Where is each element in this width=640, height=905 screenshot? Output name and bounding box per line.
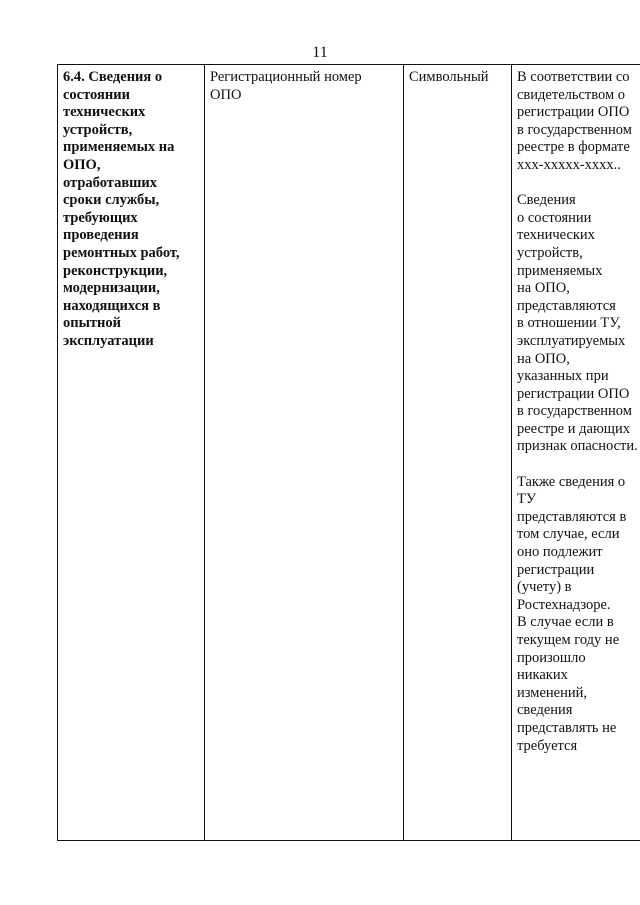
page-number: 11 bbox=[312, 44, 328, 61]
table-row bbox=[58, 65, 640, 841]
notes-paragraph-format: В соответствии со свидетельством о регистрации ОПО в государственном реестре в формате ххх-ххххх-хххх.. bbox=[517, 69, 632, 173]
notes-paragraph-registration: Также сведения о ТУ представляются в том случае, если оно подлежит регистрации (учету) в Ростехнадзоре. В случае если в текущем году не произошло никаких изменений, сведения представлять не требуется bbox=[517, 473, 627, 754]
field-name-cell bbox=[205, 65, 404, 841]
field-name: Регистрационный номер ОПО bbox=[210, 69, 362, 103]
field-description-cell bbox=[58, 65, 205, 841]
field-description: 6.4. Сведения о состоянии технических устройств, применяемых на ОПО, отработавших сроки службы, требующих проведения ремонтных работ, реконструкции, модернизации, находящихся в опытной эксплуатации bbox=[63, 69, 180, 349]
field-type-cell bbox=[404, 65, 512, 841]
field-type: Символьный bbox=[409, 69, 489, 85]
data-table bbox=[57, 64, 640, 841]
notes-paragraph-scope: Сведения о состоянии технических устройств, применяемых на ОПО, представляются в отношении ТУ, эксплуатируемых на ОПО, указанных при регистрации ОПО в государственном реестре и дающих признак опасности. bbox=[517, 192, 638, 455]
field-notes-cell bbox=[512, 65, 640, 841]
